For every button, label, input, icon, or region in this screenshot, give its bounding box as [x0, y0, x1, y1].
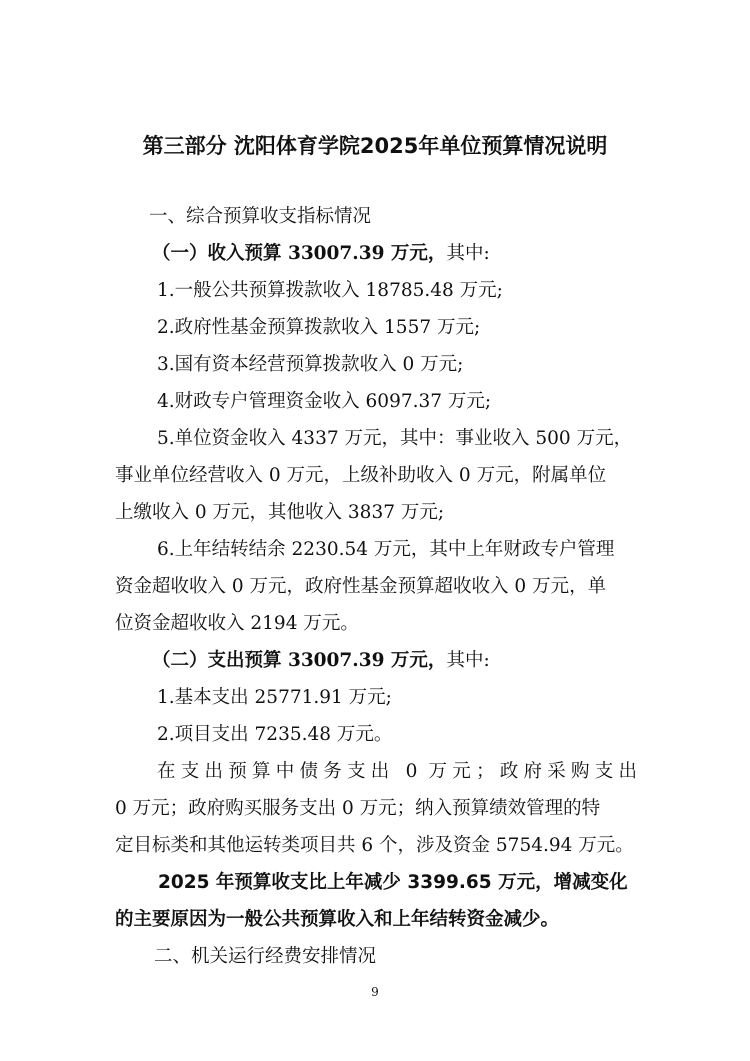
income-budget-tail: 其中: — [446, 243, 490, 264]
income-item-6-line-2: 资金超收收入 0 万元，政府性基金预算超收收入 0 万元，单 — [115, 576, 607, 597]
income-item-5-line-2: 事业单位经营收入 0 万元，上级补助收入 0 万元，附属单位 — [115, 465, 607, 486]
summary-line-1: 2025 年预算收支比上年减少 3399.65 万元，增减变化 — [158, 872, 628, 893]
expense-budget-title: （二）支出预算 33007.39 万元， — [152, 650, 447, 671]
income-item-2: 2.政府性基金预算拨款收入 1557 万元; — [157, 317, 481, 338]
income-item-6-line-3: 位资金超收收入 2194 万元。 — [115, 613, 359, 634]
income-budget-heading — [0, 242, 750, 266]
income-item-6-line-1: 6.上年结转结余 2230.54 万元，其中上年财政专户管理 — [157, 539, 615, 560]
income-item-5-line-3: 上缴收入 0 万元，其他收入 3837 万元; — [115, 502, 445, 523]
page-title: 第三部分 沈阳体育学院2025年单位预算情况说明 — [142, 134, 608, 158]
income-item-5-line-1: 5.单位资金收入 4337 万元，其中：事业收入 500 万元， — [157, 428, 633, 449]
expense-note-line-3: 定目标类和其他运转类项目共 6 个，涉及资金 5754.94 万元。 — [115, 835, 634, 856]
income-item-1: 1.一般公共预算拨款收入 18785.48 万元; — [157, 280, 503, 301]
page-number: 9 — [371, 985, 379, 999]
expense-note-line-2: 0 万元；政府购买服务支出 0 万元；纳入预算绩效管理的特 — [115, 798, 601, 819]
income-budget-title: （一）收入预算 33007.39 万元， — [152, 243, 447, 264]
summary-line-2: 的主要原因为一般公共预算收入和上年结转资金减少。 — [115, 909, 560, 930]
expense-item-1: 1.基本支出 25771.91 万元; — [157, 687, 392, 708]
expense-note-line-1-text: 在支出预算中债务支出 0 万元；政府采购支出 — [157, 761, 637, 782]
expense-item-2: 2.项目支出 7235.48 万元。 — [157, 724, 393, 745]
expense-budget-heading — [0, 649, 750, 673]
expense-budget-tail: 其中: — [446, 650, 490, 671]
section-heading-1: 一、综合预算收支指标情况 — [149, 206, 372, 227]
income-item-3: 3.国有资本经营预算拨款收入 0 万元; — [157, 354, 464, 375]
expense-note-line-1 — [157, 760, 637, 784]
section-heading-2: 二、机关运行经费安排情况 — [154, 946, 377, 967]
income-item-4: 4.财政专户管理资金收入 6097.37 万元; — [157, 391, 492, 412]
